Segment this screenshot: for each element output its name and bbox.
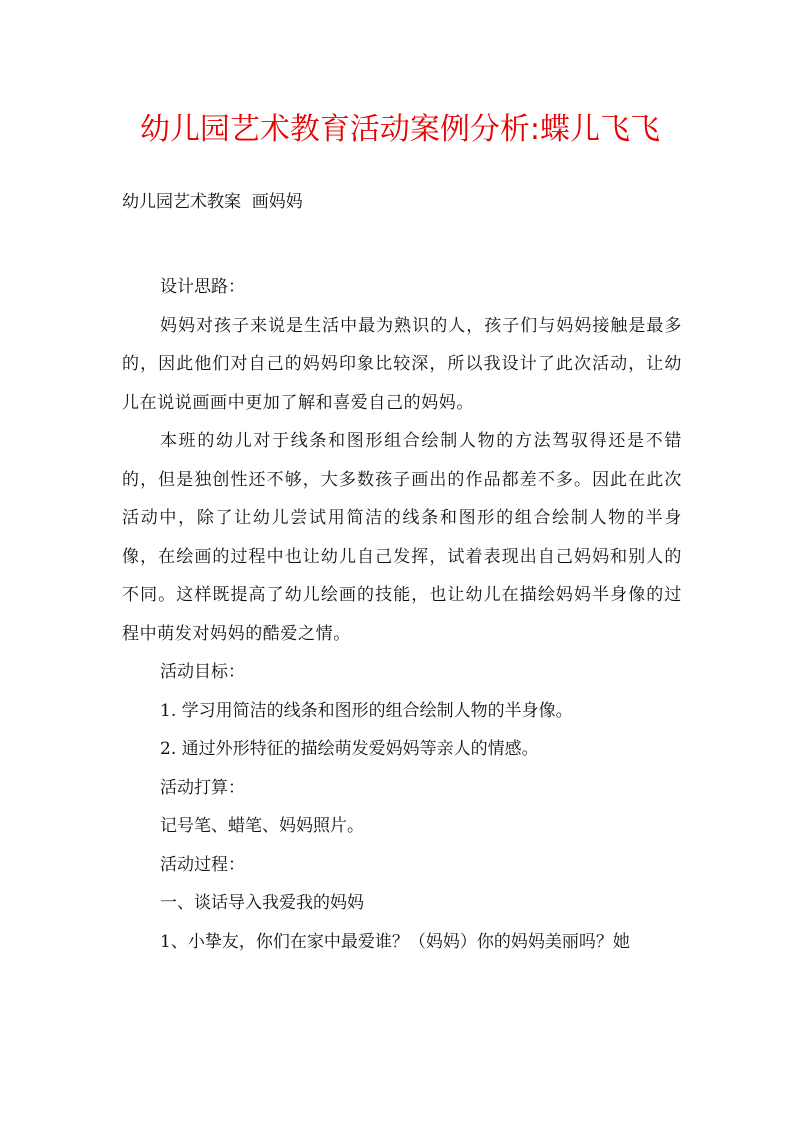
goal-item-2: 2. 通过外形特征的描绘萌发爱妈妈等亲人的情感。 (160, 739, 539, 759)
process-step-1-question: 1、小挚友，你们在家中最爱谁？（妈妈）你的妈妈美丽吗？她 (160, 931, 630, 952)
paragraph-1: 妈妈对孩子来说是生活中最为熟识的人，孩子们与妈妈接触是最多的，因此他们对自己的妈妈印象比较深，所以我设计了此次活动，让幼儿在说说画画中更加了解和喜爱自己的妈妈。 (122, 315, 682, 413)
goal-item-1: 1. 学习用简洁的线条和图形的组合绘制人物的半身像。 (160, 700, 573, 721)
process-heading: 活动过程： (160, 854, 245, 875)
prep-heading: 活动打算： (160, 777, 245, 798)
paragraph-2: 本班的幼儿对于线条和图形组合绘制人物的方法驾驭得还是不错的，但是独创性还不够，大多数孩子画出的作品都差不多。因此在此次活动中，除了让幼儿尝试用简洁的线条和图形的组合绘制人物的半身像，在绘画的过程中也让幼儿自己发挥，试着表现出自己妈妈和别人的不同。这样既提高了幼儿绘画的技能，也让幼儿在描绘妈妈半身像的过程中萌发对妈妈的酷爱之情。 (122, 431, 682, 644)
document-subtitle: 幼儿园艺术教案 画妈妈 (122, 192, 303, 212)
document-body (122, 268, 682, 961)
goals-heading: 活动目标： (160, 662, 245, 682)
process-step-1: 一、谈话导入我爱我的妈妈 (160, 893, 364, 913)
prep-items: 记号笔、蜡笔、妈妈照片。 (160, 816, 364, 836)
design-heading: 设计思路： (160, 277, 245, 297)
document-title: 幼儿园艺术教育活动案例分析:蝶儿飞飞 (139, 112, 661, 147)
